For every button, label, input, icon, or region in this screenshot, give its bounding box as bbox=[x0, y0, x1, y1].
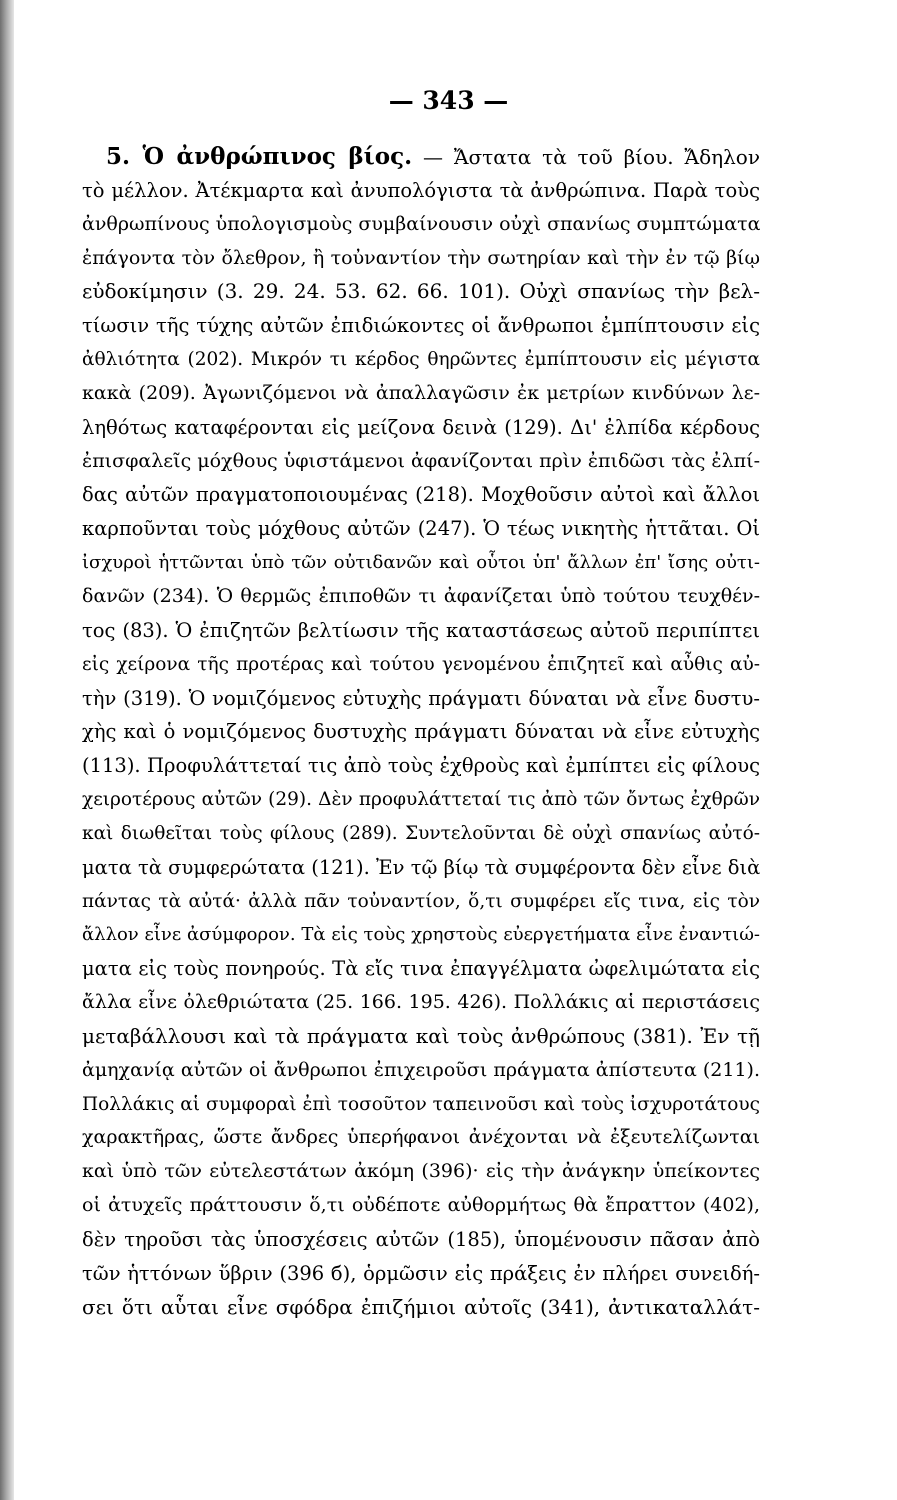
text-line: ἀθλιότητα (202). Μικρόν τι κέρδος θηρῶντες ἐμπίπτουσιν εἰς μέγιστα bbox=[82, 349, 760, 371]
text-lines bbox=[82, 174, 760, 1325]
text-line: χειροτέρους αὐτῶν (29). Δὲν προφυλάττεταί τις ἀπὸ τῶν ὄντως ἐχθρῶν bbox=[82, 789, 760, 811]
scan-edge-shadow bbox=[0, 0, 14, 1500]
text-line: τος (83). Ὁ ἐπιζητῶν βελτίωσιν τῆς καταστάσεως αὐτοῦ περιπίπτει bbox=[82, 618, 760, 642]
text-line: καρποῦνται τοὺς μόχθους αὐτῶν (247). Ὁ τέως νικητὴς ἡττᾶται. Οἱ bbox=[82, 517, 760, 541]
body-text bbox=[82, 140, 760, 1325]
text-line: τίωσιν τῆς τύχης αὐτῶν ἐπιδιώκοντες οἱ ἄνθρωποι ἐμπίπτουσιν εἰς bbox=[82, 314, 760, 338]
section-first-line bbox=[82, 140, 760, 174]
text-line: Πολλάκις αἱ συμφοραὶ ἐπὶ τοσοῦτον ταπεινοῦσι καὶ τοὺς ἰσχυροτάτους bbox=[82, 1093, 760, 1115]
text-line: ἀμηχανίᾳ αὐτῶν οἱ ἄνθρωποι ἐπιχειροῦσι πράγματα ἀπίστευτα (211). bbox=[82, 1058, 760, 1081]
text-line: ματα εἰς τοὺς πονηρούς. Τὰ εἴς τινα ἐπαγγέλματα ὠφελιμώτατα εἰς bbox=[82, 957, 760, 981]
text-line: ἀνθρωπίνους ὑπολογισμοὺς συμβαίνουσιν οὐχὶ σπανίως συμπτώματα bbox=[82, 212, 760, 235]
page-number: — 343 — bbox=[388, 86, 509, 115]
text-line: ἄλλα εἶνε ὀλεθριώτατα (25. 166. 195. 426). Πολλάκις αἱ περιστάσεις bbox=[82, 991, 760, 1014]
text-line: χὴς καὶ ὁ νομιζόμενος δυστυχὴς πράγματι δύναται νὰ εἶνε εὐτυχὴς bbox=[82, 720, 760, 744]
text-line: ἄλλον εἶνε ἀσύμφορον. Τὰ εἰς τοὺς χρηστοὺς εὐεργετήματα εἶνε ἐναντιώ- bbox=[82, 924, 760, 946]
text-line: ἐπάγοντα τὸν ὄλεθρον, ἢ τοὐναντίον τὴν σωτηρίαν καὶ τὴν ἐν τῷ βίῳ bbox=[82, 246, 760, 269]
text-line: εὐδοκίμησιν (3. 29. 24. 53. 62. 66. 101). Οὐχὶ σπανίως τὴν βελ- bbox=[82, 279, 760, 304]
text-line: σει ὅτι αὗται εἶνε σφόδρα ἐπιζήμιοι αὐτοῖς (341), ἀντικαταλλάτ- bbox=[82, 1294, 760, 1319]
text-line: ἰσχυροὶ ἡττῶνται ὑπὸ τῶν οὐτιδανῶν καὶ οὗτοι ὑπ' ἄλλων ἐπ' ἴσης οὐτι- bbox=[82, 552, 760, 574]
text-line: κακὰ (209). Ἀγωνιζόμενοι νὰ ἀπαλλαγῶσιν ἐκ μετρίων κινδύνων λε- bbox=[82, 381, 760, 404]
text-line: καὶ ὑπὸ τῶν εὐτελεστάτων ἀκόμη (396)· εἰς τὴν ἀνάγκην ὑπείκοντες bbox=[82, 1160, 760, 1183]
section-heading: 5. Ὁ ἀνθρώπινος βίος. bbox=[106, 143, 413, 170]
text-line: εἰς χείρονα τῆς προτέρας καὶ τούτου γενομένου ἐπιζητεῖ καὶ αὖθις αὐ- bbox=[82, 653, 760, 675]
text-line: (113). Προφυλάττεταί τις ἀπὸ τοὺς ἐχθροὺς καὶ ἐμπίπτει εἰς φίλους bbox=[82, 754, 760, 778]
text-line: δας αὐτῶν πραγματοποιουμένας (218). Μοχθοῦσιν αὐτοὶ καὶ ἄλλοι bbox=[82, 483, 760, 507]
text-line: χαρακτῆρας, ὥστε ἄνδρες ὑπερήφανοι ἀνέχονται νὰ ἐξευτελίζωνται bbox=[82, 1126, 760, 1149]
text-line: δὲν τηροῦσι τὰς ὑποσχέσεις αὐτῶν (185), ὑπομένουσιν πᾶσαν ἀπὸ bbox=[82, 1228, 760, 1251]
text-line: μεταβάλλουσι καὶ τὰ πράγματα καὶ τοὺς ἀνθρώπους (381). Ἐν τῇ bbox=[82, 1023, 760, 1048]
text-line: ματα τὰ συμφερώτατα (121). Ἐν τῷ βίῳ τὰ συμφέροντα δὲν εἶνε διὰ bbox=[82, 855, 760, 879]
section-first-line-text: — Ἄστατα τὰ τοῦ βίου. Ἄδηλον bbox=[412, 145, 760, 169]
text-line: τῶν ἡττόνων ὕβριν (396 б), ὁρμῶσιν εἰς πράξεις ἐν πλήρει συνειδή- bbox=[82, 1261, 760, 1285]
text-line: οἱ ἀτυχεῖς πράττουσιν ὅ,τι οὐδέποτε αὐθορμήτως θὰ ἔπραττον (402), bbox=[82, 1194, 760, 1217]
text-line: δανῶν (234). Ὁ θερμῶς ἐπιποθῶν τι ἀφανίζεται ὑπὸ τούτου τευχθέν- bbox=[82, 584, 760, 607]
text-line: πάντας τὰ αὐτά· ἀλλὰ πᾶν τοὐναντίον, ὅ,τι συμφέρει εἴς τινα, εἰς τὸν bbox=[82, 890, 760, 912]
text-line: ληθότως καταφέρονται εἰς μείζονα δεινὰ (129). Δι' ἐλπίδα κέρδους bbox=[82, 415, 760, 439]
text-line: καὶ διωθεῖται τοὺς φίλους (289). Συντελοῦνται δὲ οὐχὶ σπανίως αὐτό- bbox=[82, 822, 760, 844]
text-line: ἐπισφαλεῖς μόχθους ὑφιστάμενοι ἀφανίζονται πρὶν ἐπιδῶσι τὰς ἐλπί- bbox=[82, 449, 760, 472]
text-line: τὸ μέλλον. Ἀτέκμαρτα καὶ ἀνυπολόγιστα τὰ ἀνθρώπινα. Παρὰ τοὺς bbox=[82, 178, 760, 202]
text-line: τὴν (319). Ὁ νομιζόμενος εὐτυχὴς πράγματι δύναται νὰ εἶνε δυστυ- bbox=[82, 686, 760, 710]
